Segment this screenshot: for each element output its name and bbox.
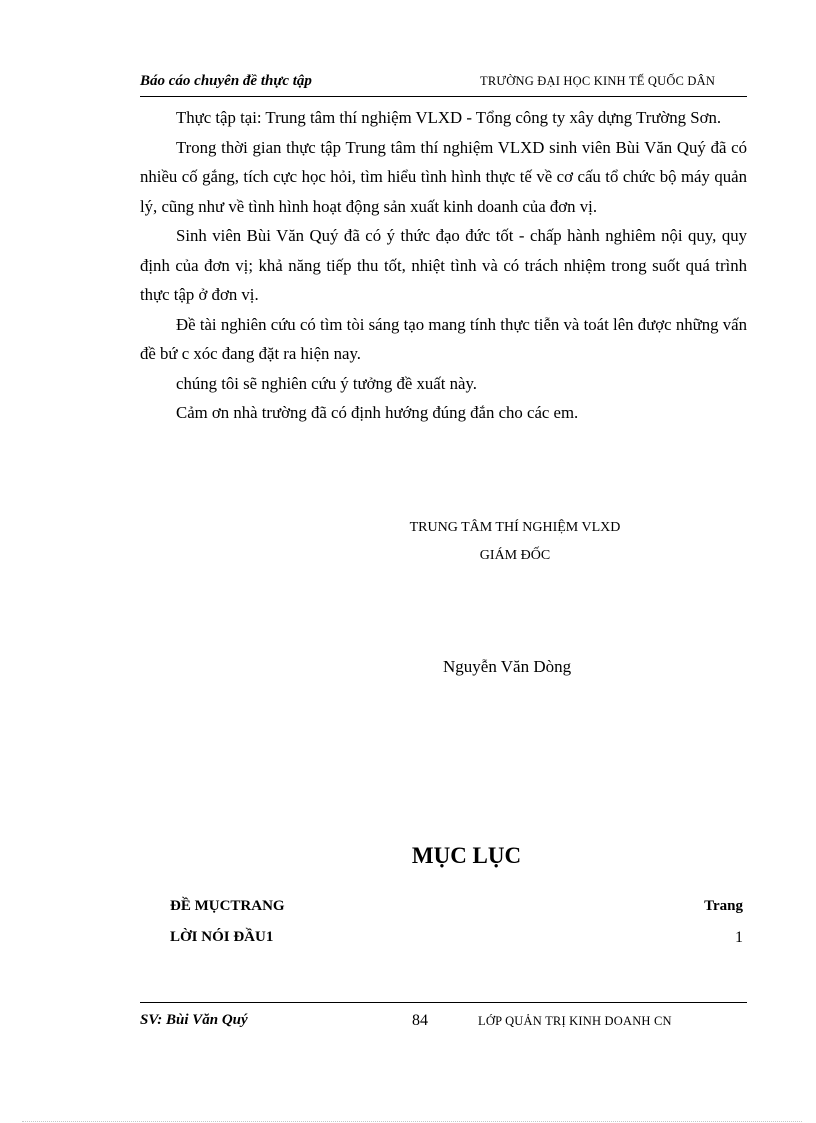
footer-page-number: 84: [412, 1012, 428, 1029]
header-university: TRƯỜNG ĐẠI HỌC KINH TẾ QUỐC DÂN: [480, 74, 716, 88]
body-paragraph: Thực tập tại: Trung tâm thí nghiệm VLXD - Tổng công ty xây dựng Trường Sơn.: [176, 108, 722, 127]
header-report-title: Báo cáo chuyên đề thực tập: [140, 73, 312, 89]
signature-name: Nguyễn Văn Dòng: [443, 657, 572, 676]
footer-divider: [140, 1002, 747, 1003]
toc-row-label: ĐỀ MỤCTRANG: [170, 898, 285, 914]
header-divider: [140, 96, 747, 97]
signature-org: TRUNG TÂM THÍ NGHIỆM VLXD: [409, 520, 621, 535]
toc-row-label: LỜI NÓI ĐẦU1: [170, 929, 274, 945]
body-paragraph: chúng tôi sẽ nghiên cứu ý tưởng đề xuất này.: [176, 373, 477, 393]
footer-student: SV: Bùi Văn Quý: [140, 1012, 248, 1028]
toc-title: MỤC LỤC: [411, 843, 522, 868]
footer-class: LỚP QUẢN TRỊ KINH DOANH CN: [478, 1014, 672, 1028]
body-paragraph: Cảm ơn nhà trường đã có định hướng đúng đắn cho các em.: [176, 403, 579, 422]
signature-title: GIÁM ĐỐC: [479, 548, 551, 563]
document-body: [140, 103, 747, 428]
page-edge-dotted-line: [22, 1121, 802, 1122]
body-paragraph: Trong thời gian thực tập Trung tâm thí nghiệm VLXD sinh viên Bùi Văn Quý đã có nhiều cố gắng, tích cực học hỏi, tìm hiểu tình hình thực tế về cơ cấu tổ chức bộ máy quản lý, cũng như về tình hình hoạt động sản xuất kinh doanh của đơn vị.: [140, 137, 747, 216]
body-paragraph: Đề tài nghiên cứu có tìm tòi sáng tạo mang tính thực tiễn và toát lên được những vấn đề bứ c xóc đang đặt ra hiện nay.: [140, 314, 747, 363]
toc-row-page: Trang: [704, 898, 743, 914]
body-paragraph: Sinh viên Bùi Văn Quý đã có ý thức đạo đức tốt - chấp hành nghiêm nội quy, quy định của đơn vị; khả năng tiếp thu tốt, nhiệt tình và có trách nhiệm trong suốt quá trình thực tập ở đơn vị.: [140, 226, 747, 304]
toc-row-page: 1: [735, 929, 743, 946]
